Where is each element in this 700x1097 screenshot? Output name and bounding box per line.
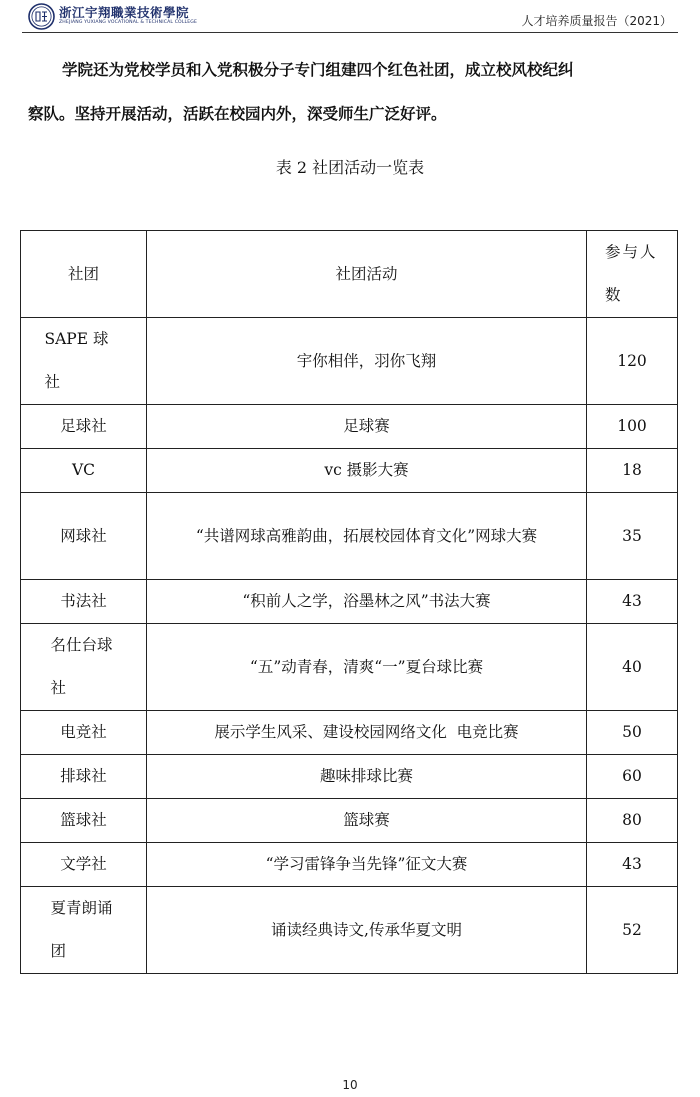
participant-count: 80 xyxy=(622,811,642,829)
count-cell xyxy=(587,318,678,405)
club-cell xyxy=(21,493,147,580)
participant-count: 52 xyxy=(622,920,642,939)
count-cell xyxy=(587,799,678,843)
count-cell xyxy=(587,887,678,974)
activity-name: 展示学生风采、建设校园网络文化 电竞比赛 xyxy=(214,723,519,741)
club-name: 足球社 xyxy=(60,417,107,435)
club-name: 名仕台球社 xyxy=(50,636,113,697)
school-logo xyxy=(28,3,228,31)
club-name: 书法社 xyxy=(60,592,107,610)
participant-count: 50 xyxy=(622,723,642,741)
count-cell xyxy=(587,449,678,493)
table-row xyxy=(21,843,678,887)
count-cell xyxy=(587,580,678,624)
activity-name: 宇你相伴，羽你飞翔 xyxy=(296,351,437,370)
table-row xyxy=(21,799,678,843)
header-divider xyxy=(22,32,678,33)
table-row xyxy=(21,711,678,755)
page-header xyxy=(0,0,700,36)
activity-cell xyxy=(147,580,587,624)
club-name: VC xyxy=(71,461,96,479)
activity-name: 篮球赛 xyxy=(343,811,390,829)
count-cell xyxy=(587,711,678,755)
club-name: 网球社 xyxy=(60,526,107,545)
header-activity-label: 社团活动 xyxy=(335,264,398,283)
table-header-row xyxy=(21,231,678,318)
activity-cell xyxy=(147,624,587,711)
club-name: 篮球社 xyxy=(60,811,107,829)
school-name-english: ZHEJIANG YUXIANG VOCATIONAL & TECHNICAL COLLEGE xyxy=(59,20,198,25)
count-cell xyxy=(587,493,678,580)
club-name: 夏青朗诵团 xyxy=(50,899,113,960)
report-title: 人才培养质量报告（2021） xyxy=(521,14,672,28)
participant-count: 40 xyxy=(622,657,642,676)
activity-cell xyxy=(147,799,587,843)
activity-name: “学习雷锋争当先锋”征文大赛 xyxy=(265,855,468,873)
club-cell xyxy=(21,711,147,755)
participant-count: 43 xyxy=(622,592,642,610)
page-number: 10 xyxy=(342,1078,358,1092)
club-name: SAPE 球社 xyxy=(44,330,109,391)
header-cell-club xyxy=(21,231,147,318)
table-row xyxy=(21,449,678,493)
club-cell xyxy=(21,580,147,624)
table-row xyxy=(21,755,678,799)
activity-name: 诵读经典诗文,传承华夏文明 xyxy=(271,920,462,939)
activity-cell xyxy=(147,887,587,974)
table-row xyxy=(21,493,678,580)
club-cell xyxy=(21,624,147,711)
club-cell xyxy=(21,799,147,843)
count-cell xyxy=(587,755,678,799)
header-count-label: 参与人数 xyxy=(605,243,658,304)
participant-count: 100 xyxy=(617,417,647,435)
club-name: 排球社 xyxy=(60,767,107,785)
club-cell xyxy=(21,405,147,449)
school-name: 浙江宇翔職業技術學院 xyxy=(59,5,190,20)
header-cell-count xyxy=(587,231,678,318)
count-cell xyxy=(587,405,678,449)
header-cell-activity xyxy=(147,231,587,318)
club-name: 电竞社 xyxy=(60,723,107,741)
paragraph-line-1: 学院还为党校学员和入党积极分子专门组建四个红色社团，成立校风校纪纠 xyxy=(62,61,574,79)
club-cell xyxy=(21,318,147,405)
club-cell xyxy=(21,843,147,887)
count-cell xyxy=(587,843,678,887)
club-activities-table xyxy=(20,230,678,974)
table-row xyxy=(21,887,678,974)
activity-cell xyxy=(147,493,587,580)
table-row xyxy=(21,405,678,449)
activity-name: vc 摄影大赛 xyxy=(324,461,409,479)
count-cell xyxy=(587,624,678,711)
activity-name: 足球赛 xyxy=(343,417,390,435)
activity-cell xyxy=(147,711,587,755)
table-row xyxy=(21,318,678,405)
activity-cell xyxy=(147,405,587,449)
paragraph-line-2: 察队。坚持开展活动，活跃在校园内外，深受师生广泛好评。 xyxy=(28,105,447,123)
club-name: 文学社 xyxy=(60,855,107,873)
table-row xyxy=(21,580,678,624)
table-caption: 表 2 社团活动一览表 xyxy=(275,158,425,177)
table-row xyxy=(21,624,678,711)
participant-count: 60 xyxy=(622,767,642,785)
participant-count: 35 xyxy=(622,526,642,545)
club-cell xyxy=(21,755,147,799)
participant-count: 120 xyxy=(617,351,647,370)
participant-count: 18 xyxy=(622,461,642,479)
activity-cell xyxy=(147,755,587,799)
school-emblem-icon xyxy=(28,3,55,30)
activity-cell xyxy=(147,843,587,887)
activity-name: “积前人之学，浴墨林之风”书法大赛 xyxy=(242,592,491,610)
header-club-label: 社团 xyxy=(67,264,99,283)
participant-count: 43 xyxy=(622,855,642,873)
activity-name: “五”动青春，清爽“一”夏台球比赛 xyxy=(249,657,484,676)
activity-cell xyxy=(147,449,587,493)
club-cell xyxy=(21,887,147,974)
club-cell xyxy=(21,449,147,493)
activity-cell xyxy=(147,318,587,405)
activity-name: 趣味排球比赛 xyxy=(319,767,413,785)
activity-name: “共谱网球高雅韵曲，拓展校园体育文化”网球大赛 xyxy=(195,526,538,545)
